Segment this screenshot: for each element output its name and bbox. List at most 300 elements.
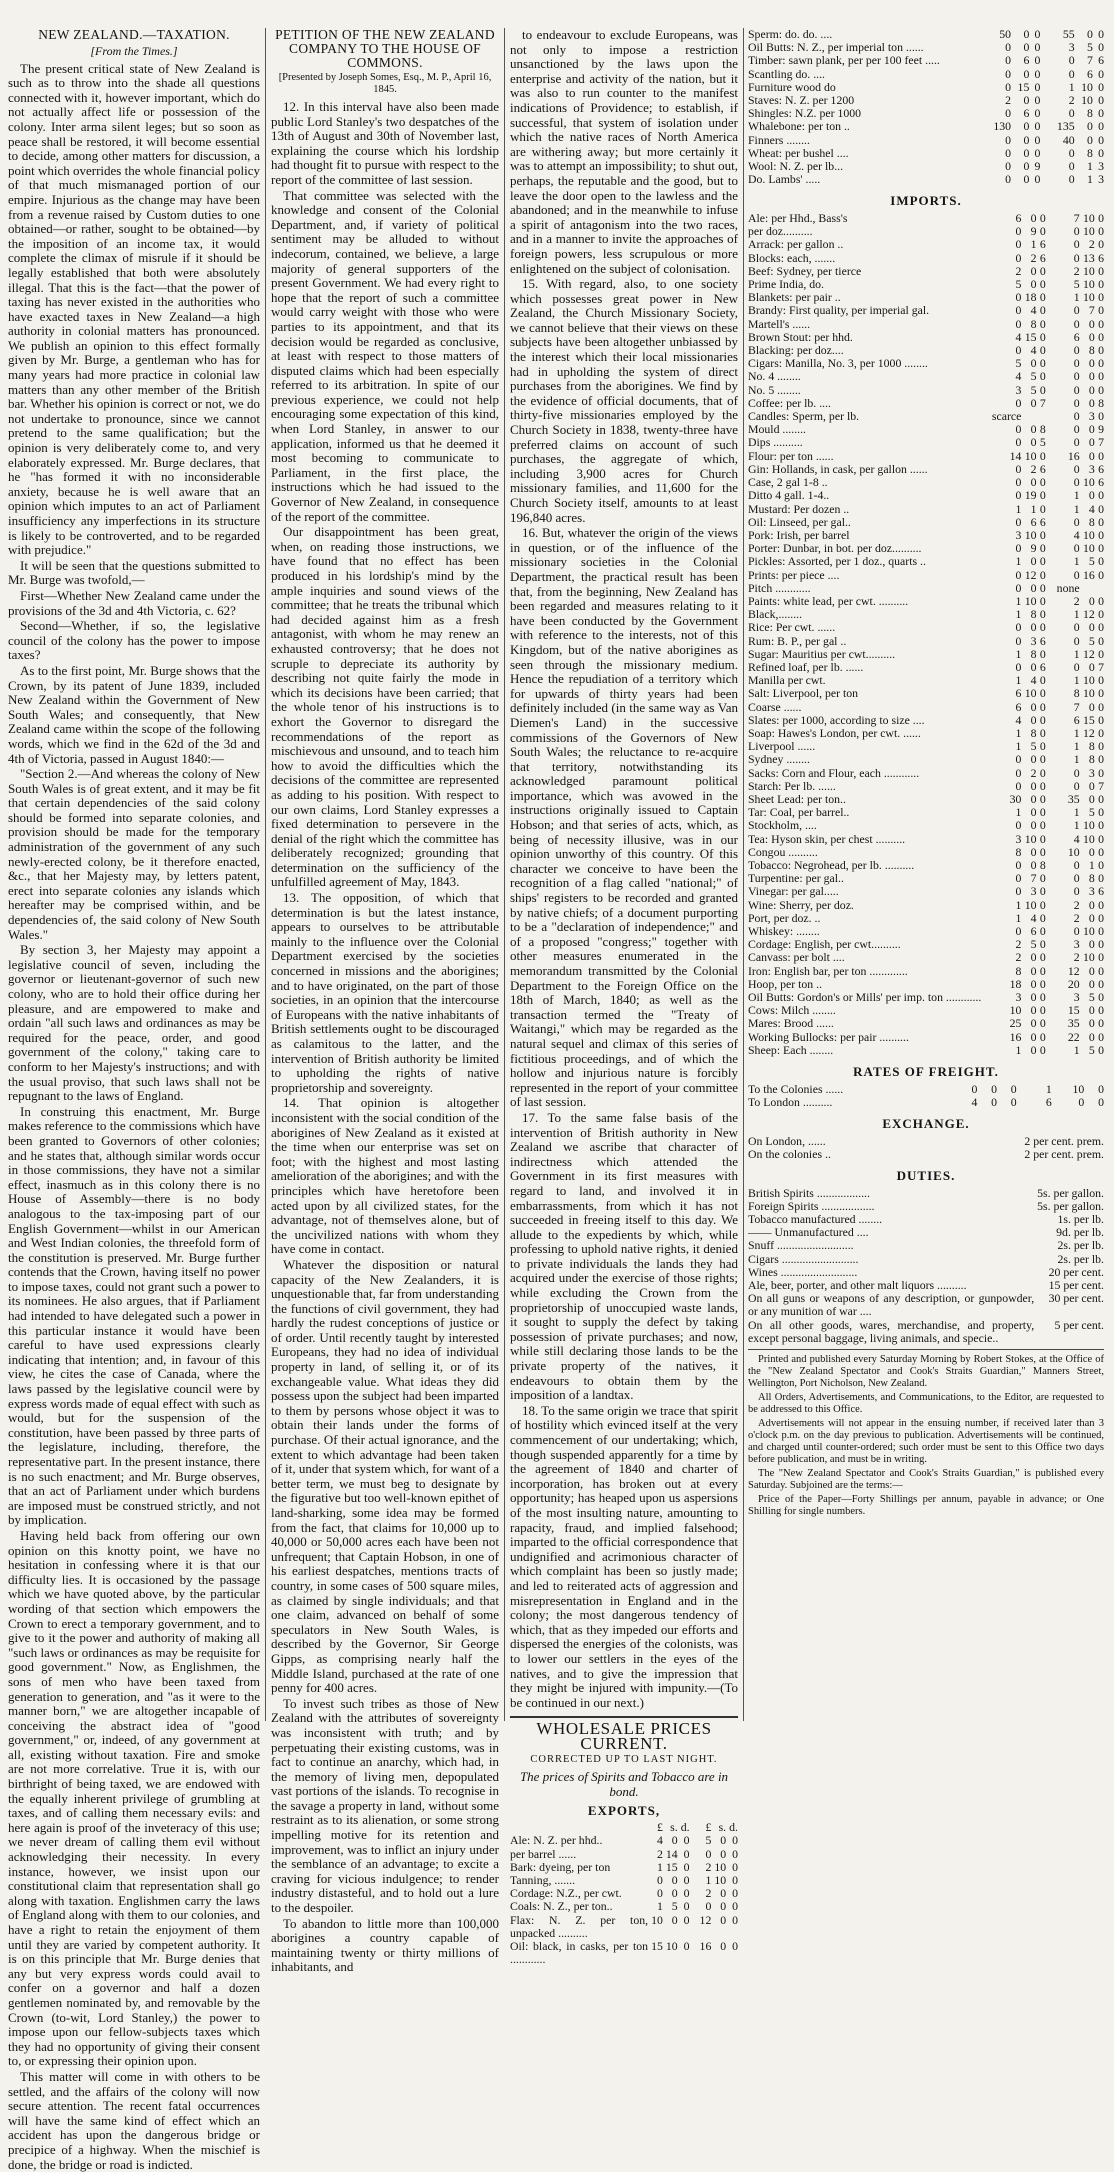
price-value: 1 [1073,554,1080,569]
price-value: 6 [1023,106,1030,121]
imprint-divider [748,1349,1104,1350]
price-value: 0 [1015,659,1022,674]
price-item: Manilla per cwt. [748,673,826,688]
price-item: Refined loaf, per lb. ...... [748,659,864,674]
paragraph: By section 3, her Majesty may appoint a legislative council of seven, including the governor or lieutenant-governor of such new colony, who are to hold their office during her pleasure, and are empowered to make and ordain "all such laws and ordinances as may be required for the peace, order, and good government of the colony," taking care to conform to her Majesty's instructions; and with the usual proviso, that such laws shall not be repugnant to the laws of England. [8,942,260,1104]
price-value: 0 [1005,159,1012,174]
price-item: Prints: per piece .... [748,567,840,582]
price-value: 0 [1098,132,1104,147]
price-value: 0 [1030,950,1037,965]
price-value: 35 [1067,1016,1080,1031]
price-value: 1 [1015,725,1022,740]
price-item: Ditto 4 gall. 1-4.. [748,488,830,503]
price-value: 0 [1098,1094,1104,1109]
price-value: 0 [1030,990,1037,1005]
price-item: On all guns or weapons of any description, or gunpowder, or any munition of war .... [748,1291,1035,1319]
price-value: 0 [1034,106,1041,121]
price-row [748,173,1104,186]
price-value: 0 [1073,541,1080,556]
price-value: 0 [1039,1016,1046,1031]
price-item: Tea: Hyson skin, per chest .......... [748,831,906,846]
price-value: 0 [1039,316,1046,331]
price-value: 0 [720,1886,727,1901]
price-value: 15 [1083,712,1095,727]
price-value: 0 [1073,567,1080,582]
paragraph: Whatever the disposition or natural capacity of the New Zealanders, it is unquestionable that, far from understanding the functions of civil government, they had hardly the rudest conceptions of justice or of order. Until recently taught by interested Europeans, they had no idea of individual property in land, of selling it, or of its exchangeable value. What ideas they did possess upon the subject had been imparted to them by persons whose object it was to obtain their lands under the forms of purchase. Of their actual ignorance, and the extent to which advantage had been taken of it, under that system which, for want of a better term, we must beg to designate by the figurative but too well-known epithet of land-sharking, some idea may be formed from the fact, that claims for 10,000 up to 40,000 or 50,000 acres each have been not unfrequent; that Captain Hobson, in one of his earliest despatches, mentions tracts of country, in some cases of 500 square miles, as claimed by single individuals; and that one claim, advanced on behalf of some speculators in New South Wales, is described by the Governor, Sir George Gipps, as comprising nearly half the Middle Island, purchased at the rate of one penny for 400 acres. [271,1256,499,1696]
price-value: 0 [1039,593,1046,608]
price-item: Case, 2 gal 1-8 .. [748,475,828,490]
price-value: 0 [1098,620,1104,635]
price-value: 0 [1098,514,1104,529]
price-value: 7 [1073,211,1080,226]
price-value: 0 [1030,963,1037,978]
price-value: none [1056,580,1080,595]
price-value: 0 [1039,699,1046,714]
price-value: 0 [656,1873,663,1888]
price-value: 4 [1030,303,1037,318]
price-value: 0 [1039,580,1046,595]
price-value: 3 [1015,382,1022,397]
price-value: 5 [1073,277,1080,292]
price-value: 12 [1024,567,1037,582]
price-value: 3 [1098,159,1104,174]
price-value: 0 [1088,329,1095,344]
price-row [510,1940,738,1966]
price-value: 0 [1030,752,1037,767]
price-item: Wine: Sherry, per doz. [748,897,854,912]
price-value: 0 [1005,145,1012,160]
column-petition-continued [510,27,738,1967]
price-value: 0 [1015,488,1022,503]
price-value: 0 [1030,422,1037,437]
price-item: Cordage: N.Z., per cwt. [510,1886,622,1901]
price-value: 0 [683,1833,690,1848]
price-item: Finners ........ [748,132,810,147]
price-value: 8 [1088,514,1095,529]
paragraph: 12. In this interval have also been made public Lord Stanley's two despatches of the 13th of August and 30th of November last, explaining the course which his lordship had thought fit to pursue with respect to the report of the committee of last session. [271,99,499,187]
price-item: Starch: Per lb. ...... [748,778,836,793]
price-value: 0 [1034,40,1041,55]
price-value: 0 [1023,40,1030,55]
price-item: Tobacco: Negrohead, per lb. .......... [748,857,915,872]
price-value: 0 [1015,461,1022,476]
price-value: 0 [1073,924,1080,938]
price-value: 0 [1098,106,1104,121]
money-unit-header: £ [705,1820,712,1835]
price-value: 0 [732,1833,738,1848]
price-row [748,1187,1104,1200]
price-value: 2 [1073,593,1080,608]
price-value: 7 [1030,871,1037,886]
price-value: 1 [1087,172,1093,187]
price-value: 0 [1034,79,1041,94]
price-row [748,701,1104,714]
price-value: 0 [1073,356,1080,371]
price-item: Bark: dyeing, per ton [510,1859,611,1874]
price-value: 0 [1015,857,1022,872]
price-value: 10 [1083,263,1095,278]
price-item: Soap: Hawes's London, per cwt. ...... [748,725,921,740]
price-item: Sugar: Mauritius per cwt.......... [748,646,896,661]
price-value: 0 [1098,237,1104,252]
price-value: 25 [1009,1016,1022,1031]
price-value: 0 [1098,66,1104,81]
price-value: 50 [999,27,1012,41]
price-row [748,569,1104,582]
price-value: 6 [1030,514,1037,529]
price-item: Port, per doz. .. [748,910,821,925]
price-value: 0 [1030,818,1037,833]
price-value: 0 [1030,620,1037,635]
price-value: 3 [1088,461,1095,476]
price-value: 0 [1034,53,1041,68]
price-value: 0 [1098,924,1104,938]
price-value: 0 [1039,620,1046,635]
price-value: 1 [1073,752,1080,767]
price-value: 2 [1005,93,1012,108]
prices-corrected-note: CORRECTED UP TO LAST NIGHT. [530,1754,718,1766]
price-value: 0 [1015,290,1022,305]
price-value: 3 [1073,937,1080,952]
price-value: 0 [1015,422,1022,437]
price-value: 0 [1039,910,1046,925]
price-value: 0 [1073,237,1080,252]
price-value: 0 [671,1886,678,1901]
price-value: 1 [1073,818,1080,833]
price-value: 7 [1098,659,1104,674]
price-value: 10 [1083,211,1095,226]
price-value: 0 [1015,580,1022,595]
price-item: Scantling do. .... [748,66,826,81]
price-value: 18 [1009,976,1022,991]
price-value: 3 [1030,633,1037,648]
duties-title: DUTIES. [896,1168,956,1184]
price-item: Black,........ [748,607,803,622]
price-value: 7 [1098,435,1104,450]
price-row [748,134,1104,147]
price-value: 0 [1068,66,1075,81]
price-value: 10 [1024,831,1037,846]
exports-continued-table [748,28,1104,186]
price-value: 0 [1005,66,1012,81]
price-value: 0 [1034,132,1041,147]
price-value: 5 [1015,277,1022,292]
rate-value: 2 per cent. prem. [1024,1133,1104,1148]
article-body-petition-cont [510,28,738,1710]
price-item: Flour: per ton ...... [748,448,834,463]
price-value: 3 [1068,40,1075,55]
price-value: 1 [1030,501,1037,516]
price-value: 0 [1098,567,1104,582]
price-value: 0 [1098,211,1104,226]
price-item: Sheep: Each ........ [748,1042,834,1057]
column-rule [743,28,744,1721]
price-value: 1 [1045,1081,1052,1096]
price-value: 0 [1010,1081,1017,1096]
price-value: 1 [1073,805,1080,820]
price-value: 0 [1015,620,1022,635]
paragraph: It will be seen that the questions submitted to Mr. Burge was twofold,— [8,557,260,588]
price-item: No. 5 ........ [748,382,801,397]
price-value: 6 [1073,329,1080,344]
price-item: Vinegar: per gal..... [748,884,839,899]
price-value: 35 [1067,791,1080,806]
freight-rates-table [748,1083,1104,1109]
paragraph: Second—Whether, if so, the legislative council of the colony has the power to impose taxes? [8,618,260,663]
price-row [748,503,1104,516]
price-item: per barrel ...... [510,1846,577,1861]
price-value: 0 [1039,673,1046,688]
price-value: 0 [1015,752,1022,767]
price-value: 0 [1088,791,1095,806]
price-value: 4 [656,1833,663,1848]
price-value [1095,582,1104,595]
price-value: 10 [665,1939,678,1954]
price-value: 0 [1088,620,1095,635]
price-item: Ale: per Hhd., Bass's [748,211,848,226]
price-value: 0 [1088,593,1095,608]
prices-current-title: WHOLESALE PRICES CURRENT. [510,1716,738,1751]
paragraph: 13. The opposition, of which that determination is but the latest instance, appears to ourselves to be attributable mainly to the influence over the Colonial Department exercised by the societies concerned in missions and the aborigines; and to have originated, on the part of those societies, in an opinion that the intercourse of Europeans with the native inhabitants of British settlements ought to be discouraged as calamitous to the latter, and the intervention of British authority be limited to upholding the rights of native proprietorship and sovereignty. [271,890,499,1095]
price-item: Dips .......... [748,435,803,450]
price-item: Paints: white lead, per cwt. .......... [748,593,909,608]
price-value: 0 [1078,1094,1085,1109]
price-value: 5 [671,1899,678,1914]
price-value: 0 [1039,884,1046,899]
price-value: 0 [1098,316,1104,331]
price-value: 12 [699,1912,712,1927]
price-value: 0 [1005,40,1012,55]
price-item: Wheat: per bushel .... [748,145,849,160]
price-value: 0 [1039,844,1046,859]
price-value: 2 [1068,93,1075,108]
price-value: 8 [1030,725,1037,740]
price-value: 8 [1087,106,1093,121]
price-value: 0 [1005,79,1012,94]
price-value: 3 [1098,172,1104,187]
price-value: 1 [1073,488,1080,503]
price-item: Tanning, ....... [510,1873,576,1888]
price-value: 0 [732,1846,738,1861]
price-row [748,436,1104,449]
price-item: Coals: N. Z., per ton.. [510,1899,613,1914]
price-value: 0 [720,1939,727,1954]
price-value: 10 [651,1912,663,1927]
price-value: 10 [1081,93,1093,108]
price-value: 2 [1073,950,1080,965]
price-value: 0 [1073,475,1080,490]
price-value: 0 [1098,897,1104,912]
price-value: 0 [1073,369,1080,384]
price-value: 2 [1073,263,1080,278]
price-item: Staves: N. Z. per 1200 [748,93,855,108]
price-item: Foreign Spirits .................. [748,1198,875,1213]
price-value: 0 [1023,132,1030,147]
price-item: Rum: B. P., per gal .. [748,633,847,648]
price-value: 0 [1088,963,1095,978]
price-item: Wines .......................... [748,1264,858,1279]
price-value: 0 [1098,686,1104,701]
price-value: 0 [1088,659,1095,674]
price-value: 0 [1039,990,1046,1005]
price-item: —— Unmanufactured .... [748,1225,869,1240]
price-value: 0 [1088,910,1095,925]
price-value: 0 [1039,831,1046,846]
price-value: 0 [1098,990,1104,1005]
price-value: 0 [1088,778,1095,793]
price-value: 10 [1083,818,1095,833]
price-value: 0 [1039,290,1046,305]
price-item: Porter: Dunbar, in bot. per doz.......... [748,541,922,556]
price-item: Wool: N. Z. per lb... [748,159,844,174]
price-value: 19 [1024,488,1037,503]
price-value: 0 [1098,844,1104,859]
price-row [748,767,1104,780]
price-value: 1 [656,1899,663,1914]
price-value: 1 [1073,725,1080,740]
price-value: 0 [1039,369,1046,384]
price-value [1080,582,1095,595]
price-value: 6 [1039,633,1046,648]
imprint-block [748,1354,1104,1518]
price-item: On London, ...... [748,1133,826,1148]
price-value: 0 [1073,659,1080,674]
price-value: 0 [1088,488,1095,503]
price-value: 0 [1015,224,1022,239]
imports-title: IMPORTS. [890,193,962,209]
paragraph: The present critical state of New Zealand is such as to throw into the shade all questions connected with it, however important, which do not actually affect life or possession of the colony. Inter arma silent leges; but so soon as peace shall be restored, it will become essential to decide, among other matters for discussion, a point which overrides the whole financial policy of that much mismanaged portion of our empire. Injurious as the change may have been from a revenue raised by Custom duties to one obtained—or rather, sought to be obtained—by the imposition of an income tax, it would complete the climax of misrule if it should be legally established that both were absolutely illegal. That this is the fact—that the power of taxing has never existed in the authorities who have exacted taxes in New Zealand—a high authority in colonial matters has pronounced. We publish an opinion to this effect formally given by Mr. Burge, a gentleman who has for many years had more practice in colonial law matters than any other member of the British bar. Whether his opinion is correct or not, we do not undertake to pronounce, since we cannot pretend to the same qualification; but the opinion is very deliberately come to, and very elaborately expressed. Mr. Burge declares, that he "has formed it with no inconsiderable anxiety, because he is well aware that an opinion which imputes to an act of Parliament insufficiency any imperfections in its structure is likely to be controverted, and to be regarded with prejudice." [8,60,260,558]
price-item: Beef: Sydney, per tierce [748,263,862,278]
price-item: Oil Butts: Gordon's or Mills' per imp. ton ............ [748,990,982,1005]
price-value: 1 [1087,159,1093,174]
price-value: 8 [1087,145,1093,160]
article-body-taxation [8,62,260,2172]
price-item: Tar: Coal, per barrel.. [748,805,850,820]
price-value: 4 [1030,343,1037,358]
price-row [748,846,1104,859]
price-value: 0 [1039,1003,1046,1018]
price-value: 13 [1083,250,1095,265]
price-value: 0 [1098,501,1104,516]
price-value: 6 [1073,712,1080,727]
price-value: 9 [1034,159,1041,174]
price-value: 15 [1024,329,1037,344]
price-value: 8 [1039,422,1046,437]
price-item: Canvass: per bolt .... [748,950,845,965]
paragraph: Our disappointment has been great, when, on reading those instructions, we have found that no effect has been produced in his lordship's mind by the ample inquiries and sound views of the committee; that he treats the tribunal which had decided against him as a fresh antagonist, with whom he may renew an exhausted controversy; that he does not scruple to depreciate its authority by describing not quite fairly the mode in which its decisions have been carried; that the whole tenor of his instructions is to exhort the Governor to disregard the recommendations of the report as mischievous and unsound, and to teach him how to avoid the difficulties which the decisions of the committee are represented as adding to his position. With respect to our own claims, Lord Stanley expresses a fixed determination to persevere in the denial of the right which the committee has deliberately recognized; grounding that determination on the sufficiency of the unfulfilled agreement of May, 1843. [271,524,499,890]
price-value: 0 [1088,422,1095,437]
price-value: 0 [1039,1029,1046,1044]
price-value: 3 [1088,884,1095,899]
price-item: Sydney ........ [748,752,810,767]
price-value: 0 [1039,277,1046,292]
price-value: 2 [1015,263,1022,278]
price-value: 0 [656,1886,663,1901]
price-value: 0 [683,1912,690,1927]
price-value: 0 [1023,27,1030,41]
imprint-paragraph: Price of the Paper—Forty Shillings per annum, payable in advance; or One Shilling for single numbers. [748,1494,1104,1518]
price-value: 18 [1024,290,1037,305]
price-row [748,635,1104,648]
price-item: Sheet Lead: per ton.. [748,791,846,806]
price-value: 3 [1073,990,1080,1005]
price-item: Cordage: English, per cwt.......... [748,937,901,952]
price-value: 0 [1030,659,1037,674]
price-value: 0 [1098,1016,1104,1031]
paragraph: To abandon to little more than 100,000 aborigines a country capable of maintaining twenty or thirty millions of inhabitants, and [271,1915,499,1975]
price-value: 0 [1030,778,1037,793]
price-value: 8 [1088,343,1095,358]
article-source: [From the Times.] [90,44,178,58]
price-value: 1 [1015,554,1022,569]
price-row [748,1044,1104,1057]
price-value: 0 [732,1899,738,1914]
price-value: 3 [1088,409,1095,424]
price-value: 0 [1073,224,1080,239]
price-value: 0 [1088,1003,1095,1018]
price-value: 5 [1088,1042,1095,1057]
price-value: 0 [1098,633,1104,648]
price-item: Iron: English bar, per ton ............. [748,963,908,978]
price-value: 0 [671,1833,678,1848]
price-value: 55 [1062,27,1075,41]
price-value: 0 [1030,1016,1037,1031]
price-value: 6 [1039,514,1046,529]
exports-price-table [510,1821,738,1966]
price-value: 0 [1005,106,1012,121]
paragraph: This matter will come in with others to be settled, and the affairs of the colony will now secure attention. The recent fatal occurrences will have the same kind of effect which an accident has upon the dangerous bridge or precipice of a highway. When the mischief is done, the bridge or road is indicted. [8,2068,260,2172]
price-value: 0 [1015,778,1022,793]
price-value: 0 [1034,145,1041,160]
price-row [748,753,1104,766]
price-value: 8 [1088,752,1095,767]
price-value: 0 [1015,316,1022,331]
price-value: 0 [1005,132,1012,147]
price-value: 0 [1098,277,1104,292]
price-value: 0 [720,1846,727,1861]
price-item: Shingles: N.Z. per 1000 [748,106,862,121]
price-value: 7 [1088,303,1095,318]
price-value: 0 [1087,27,1093,41]
price-value: 0 [991,1081,998,1096]
price-value: 0 [1088,395,1095,410]
price-item: Stockholm, .... [748,818,817,833]
price-value: scarce [991,409,1022,424]
money-unit-header: d. [729,1820,738,1835]
price-value: 0 [1098,593,1104,608]
price-value: 2 [1073,910,1080,925]
price-value: 0 [1098,382,1104,397]
price-value: 1 [1015,593,1022,608]
price-value: 0 [1087,119,1093,134]
price-value: 6 [1098,475,1104,490]
price-value: 0 [1034,27,1041,41]
price-value: 0 [1098,93,1104,108]
price-value: 1 [1073,501,1080,516]
price-value: 0 [1098,40,1104,55]
price-value: 0 [1015,475,1022,490]
price-value: 10 [1083,224,1095,239]
price-value: 1 [1073,739,1080,754]
price-value: 0 [1034,172,1041,187]
price-value: 0 [1015,541,1022,556]
price-value: 8 [1030,316,1037,331]
price-value: 0 [683,1899,690,1914]
rate-value: 2 per cent. prem. [1024,1146,1104,1161]
price-row [748,582,1104,595]
price-item: Whalebone: per ton .. [748,119,850,134]
price-item: Ale: N. Z. per hhd.. [510,1833,603,1848]
